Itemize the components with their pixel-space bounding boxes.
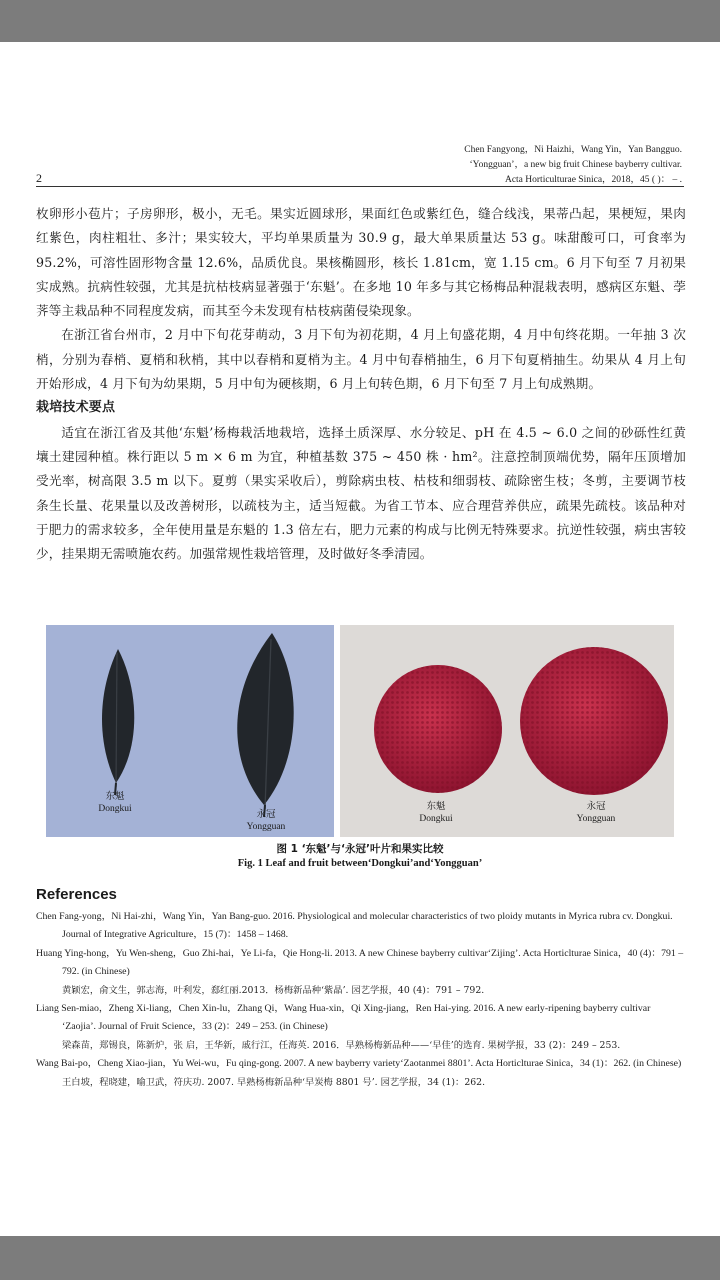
- leaf-label-dongkui: [90, 791, 140, 815]
- label-cn: 东魁: [426, 801, 446, 812]
- citation-line: Acta Horticulturae Sinica，2018，45 ( )： – .: [504, 175, 682, 185]
- reference-item-cn: 王白坡，程晓建，喻卫武，符庆功. 2007. 早熟杨梅新品种‘早炭梅 8801 号’. 园艺学报，34 (1)：262.: [62, 1076, 486, 1088]
- label-cn: 永冠: [256, 809, 276, 820]
- running-header-citation: [362, 143, 682, 188]
- reference-item-cn: 黄颖宏，俞文生，郭志海，叶利发，郄红丽.2013．杨梅新品种‘紫晶’. 园艺学报，40 (4)：791 – 792.: [62, 984, 485, 996]
- leaf-label-yongguan: [236, 809, 296, 833]
- label-en: Yongguan: [246, 822, 286, 832]
- figure-1: [46, 625, 674, 837]
- figure-caption-en: Fig. 1 Leaf and fruit between‘Dongkui’and‘Yongguan’: [237, 858, 483, 869]
- viewer-top-bar: [0, 0, 720, 42]
- fruit-photo: [340, 625, 674, 837]
- reference-item: Chen Fang-yong，Ni Hai-zhi，Wang Yin，Yan Bang-guo. 2016. Physiological and molecular characteristics of two ploidy mutants in Myrica rubra cv. Dongkui. Journal of Integrative Agriculture，15 (7)：1458 – 1468.: [36, 911, 673, 941]
- label-en: Dongkui: [419, 814, 453, 824]
- header-divider: [36, 186, 684, 187]
- article-body: [36, 202, 686, 566]
- label-cn: 东魁: [105, 791, 125, 802]
- figure-caption-cn: 图 1 ‘东魁’与‘永冠’叶片和果实比较: [276, 843, 444, 855]
- reference-item: Wang Bai-po，Cheng Xiao-jian，Yu Wei-wu，Fu qing-gong. 2007. A new bayberry variety‘Zaotanmei 8801’. Acta Horticlturae Sinica，34 (1)：262. (in Chinese): [36, 1058, 682, 1070]
- references-list: [36, 908, 686, 1092]
- fruit-label-yongguan: [564, 801, 628, 825]
- citation-line: Chen Fangyong，Ni Haizhi，Wang Yin，Yan Bangguo.: [464, 145, 682, 155]
- reference-item: Huang Ying-hong，Yu Wen-sheng，Guo Zhi-hai，Ye Li-fa，Qie Hong-li. 2013. A new Chinese bayberry cultivar‘Zijing’. Acta Horticlturae Sinica，40 (4)：791 – 792. (in Chinese): [36, 947, 684, 978]
- label-en: Yongguan: [576, 814, 616, 824]
- paragraph: 枚卵形小苞片；子房卵形，极小，无毛。果实近圆球形，果面红色或紫红色，缝合线浅，果蒂凸起，果梗短，果肉红紫色，肉柱粗壮、多汁；果实较大，平均单果质量为 30.9 g，最大单果质量达 53 g。味甜酸可口，可食率为 95.2%，可溶性固形物含量 12.6%，品质优良。果核椭圆形，核长 1.81cm，宽 1.15 cm。6 月下旬至 7 月初果实成熟。抗病性较强，尤其是抗枯枝病显著强于‘东魁’。在多地 10 年多与其它杨梅品种混栽表明，感病区东魁、荸荠等主栽品种不同程度发病，而其至今未发现有枯枝病菌侵染现象。: [36, 206, 686, 319]
- label-cn: 永冠: [586, 801, 606, 812]
- leaf-dongkui: [102, 649, 134, 783]
- label-en: Dongkui: [98, 804, 132, 814]
- viewer-bottom-bar: [0, 1236, 720, 1280]
- paragraph: 在浙江省台州市，2 月中下旬花芽萌动，3 月下旬为初花期，4 月上旬盛花期，4 月中旬终花期。一年抽 3 次梢，分别为春梢、夏梢和秋梢，其中以春梢和夏梢为主。4 月中旬春梢抽生，6 月下旬夏梢抽生。幼果从 4 月上旬开始形成，4 月下旬为幼果期，5 月中旬为硬核期，6 月上旬转色期，6 月下旬至 7 月上旬成熟期。: [36, 327, 686, 392]
- reference-item-cn: 梁森苗，郑锡良，陈新炉，张 启，王华新，戚行江，任海英. 2016．早熟杨梅新品种——‘早佳’的选育. 果树学报，33 (2)：249 – 253.: [62, 1039, 621, 1051]
- citation-line: ‘Yongguan’，a new big fruit Chinese bayberry cultivar.: [469, 160, 682, 170]
- leaf-photo: [46, 625, 334, 837]
- page-number: 2: [36, 171, 42, 185]
- references-heading: References: [36, 886, 117, 903]
- section-heading: 栽培技术要点: [36, 400, 116, 416]
- reference-item: Liang Sen-miao，Zheng Xi-liang，Chen Xin-lu，Zhang Qi，Wang Hua-xin，Qi Xing-jiang，Ren Hai-ying. 2016. A new early-ripening bayberry cultivar ‘Zaojia’. Journal of Fruit Science，33 (2)：249 – 253. (in Chinese): [36, 1003, 651, 1033]
- paragraph: 适宜在浙江省及其他‘东魁’杨梅栽活地栽培，选择土质深厚、水分较足、pH 在 4.5 ~ 6.0 之间的砂砾性红黄壤土建园种植。株行距以 5 m × 6 m 为宜，种植基数 375 ~ 450 株 · hm²。注意控制顶端优势，隔年压顶增加受光率，树高限 3.5 m 以下。夏剪（果实采收后），剪除病虫枝、枯枝和细弱枝、疏除密生枝；冬剪，主要调节枝条生长量、花果量以及改善树形，以疏枝为主，适当短截。为省工节本、应合理营养供应，疏果先疏枝。该品种对于肥力的需求较多，全年使用量是东魁的 1.3 倍左右，肥力元素的构成与比例无特殊要求。抗逆性较强，病虫害较少，挂果期无需喷施农药。加强常规性栽培管理，及时做好冬季清园。: [36, 424, 686, 562]
- fruit-label-dongkui: [406, 801, 466, 825]
